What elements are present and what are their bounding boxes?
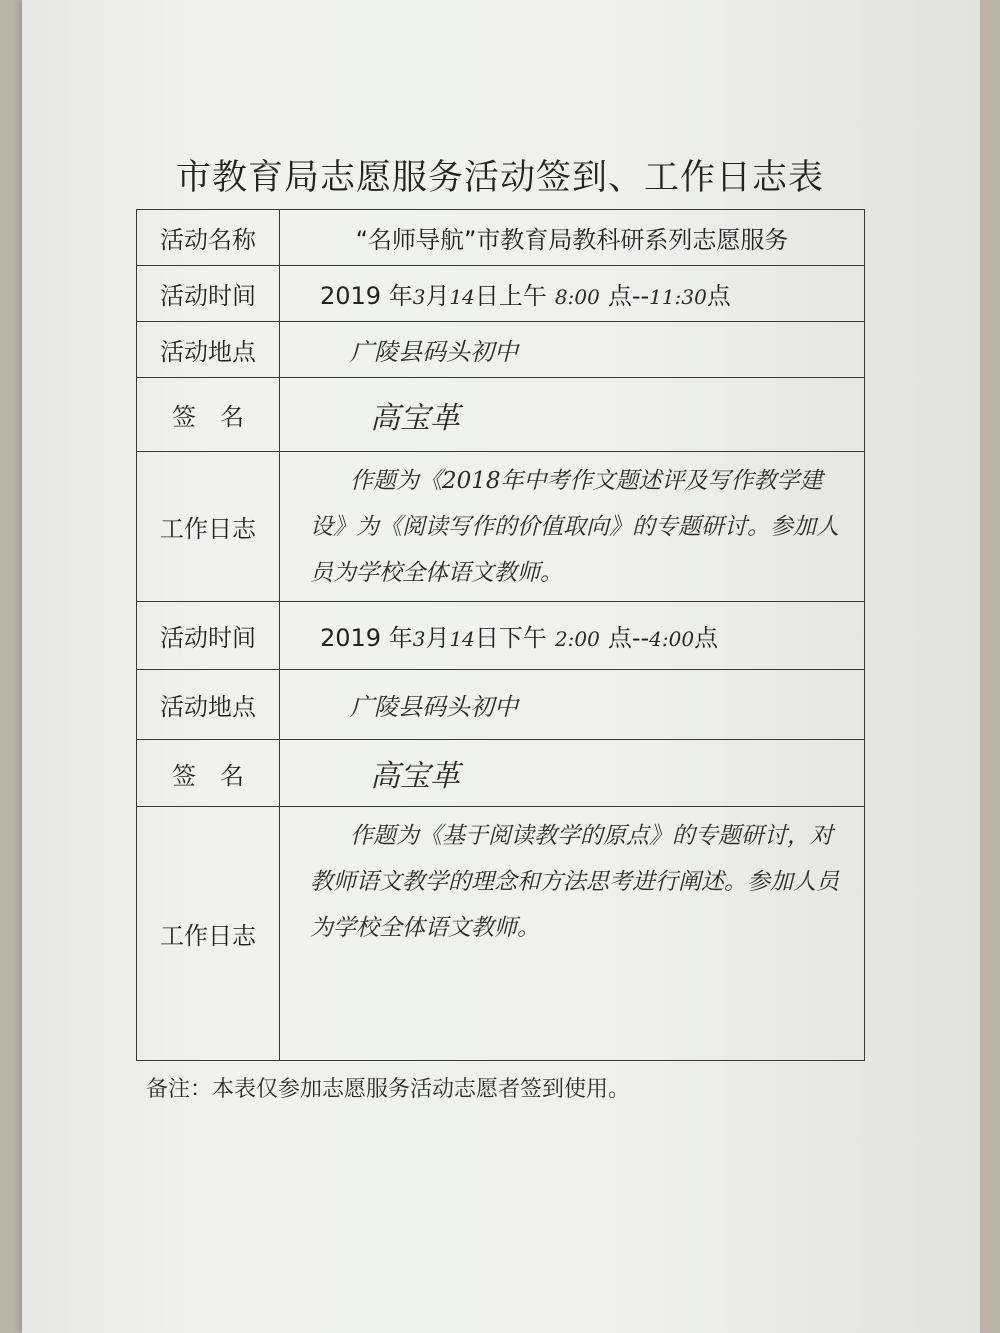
signature-1-text: 高宝革 [370,400,460,436]
label-activity-place-1: 活动地点 [137,322,280,378]
row-activity-name [137,210,865,266]
time-2-year: 2019 年 [320,624,413,652]
time-2-end: 4:00 [649,627,695,651]
label-activity-time-2: 活动时间 [137,602,280,670]
row-activity-time-1 [137,266,865,322]
row-activity-place-2 [137,670,865,740]
label-work-log-2: 工作日志 [137,807,280,1061]
row-activity-time-2 [137,602,865,670]
label-signature-2: 签 名 [137,740,280,807]
work-log-1-value [280,452,865,602]
activity-place-2-value [280,670,865,740]
time-2-day-unit: 日下午 [474,624,547,652]
work-log-2-value [280,807,865,1061]
row-activity-place-1 [137,322,865,378]
label-activity-place-2: 活动地点 [137,670,280,740]
activity-time-1-value [280,266,865,322]
activity-place-2-text: 广陵县码头初中 [350,693,518,721]
form-title: 市教育局志愿服务活动签到、工作日志表 [175,158,824,198]
row-signature-1 [137,378,865,452]
time-1-day-unit: 日上午 [474,282,547,310]
signature-2-text: 高宝革 [370,759,460,794]
time-1-sep: 点-- [607,282,650,310]
label-work-log-1: 工作日志 [137,452,280,602]
work-log-1-text: 作题为《2018年中考作文题述评及写作教学建设》为《阅读写作的价值取向》的专题研讨。参加人员为学校全体语文教师。 [310,468,839,586]
activity-time-2-text [280,618,864,653]
signature-1-value [280,378,865,452]
time-1-month-unit: 月 [425,282,450,310]
volunteer-log-table [136,209,865,1061]
label-activity-name: 活动名称 [137,210,280,266]
time-1-end: 11:30 [649,285,707,309]
label-signature-1: 签 名 [137,378,280,452]
work-log-2-text: 作题为《基于阅读教学的原点》的专题研讨，对教师语文教学的理念和方法思考进行阐述。参加人员为学校全体语文教师。 [310,823,839,941]
time-2-day: 14 [449,627,475,651]
activity-name-value [280,210,865,266]
label-activity-time-1: 活动时间 [137,266,280,322]
time-1-end-unit: 点 [706,282,731,310]
activity-time-2-value [280,602,865,670]
time-2-month: 3 [412,627,426,651]
time-2-month-unit: 月 [425,624,450,652]
time-1-year: 2019 年 [320,282,413,310]
activity-place-1-text: 广陵县码头初中 [350,338,518,366]
row-work-log-2 [137,807,865,1061]
activity-name-text: “名师导航”市教育局教科研系列志愿服务 [355,226,789,254]
activity-time-1-text [280,276,864,311]
time-1-start: 8:00 [554,285,600,309]
form-note: 备注：本表仅参加志愿服务活动志愿者签到使用。 [146,1077,631,1102]
activity-place-1-value [280,322,865,378]
time-2-start: 2:00 [554,627,600,651]
time-1-day: 14 [449,285,475,309]
time-1-month: 3 [412,285,426,309]
time-2-sep: 点-- [607,624,650,652]
row-work-log-1 [137,452,865,602]
row-signature-2 [137,740,865,807]
signature-2-value [280,740,865,807]
time-2-end-unit: 点 [694,624,719,652]
